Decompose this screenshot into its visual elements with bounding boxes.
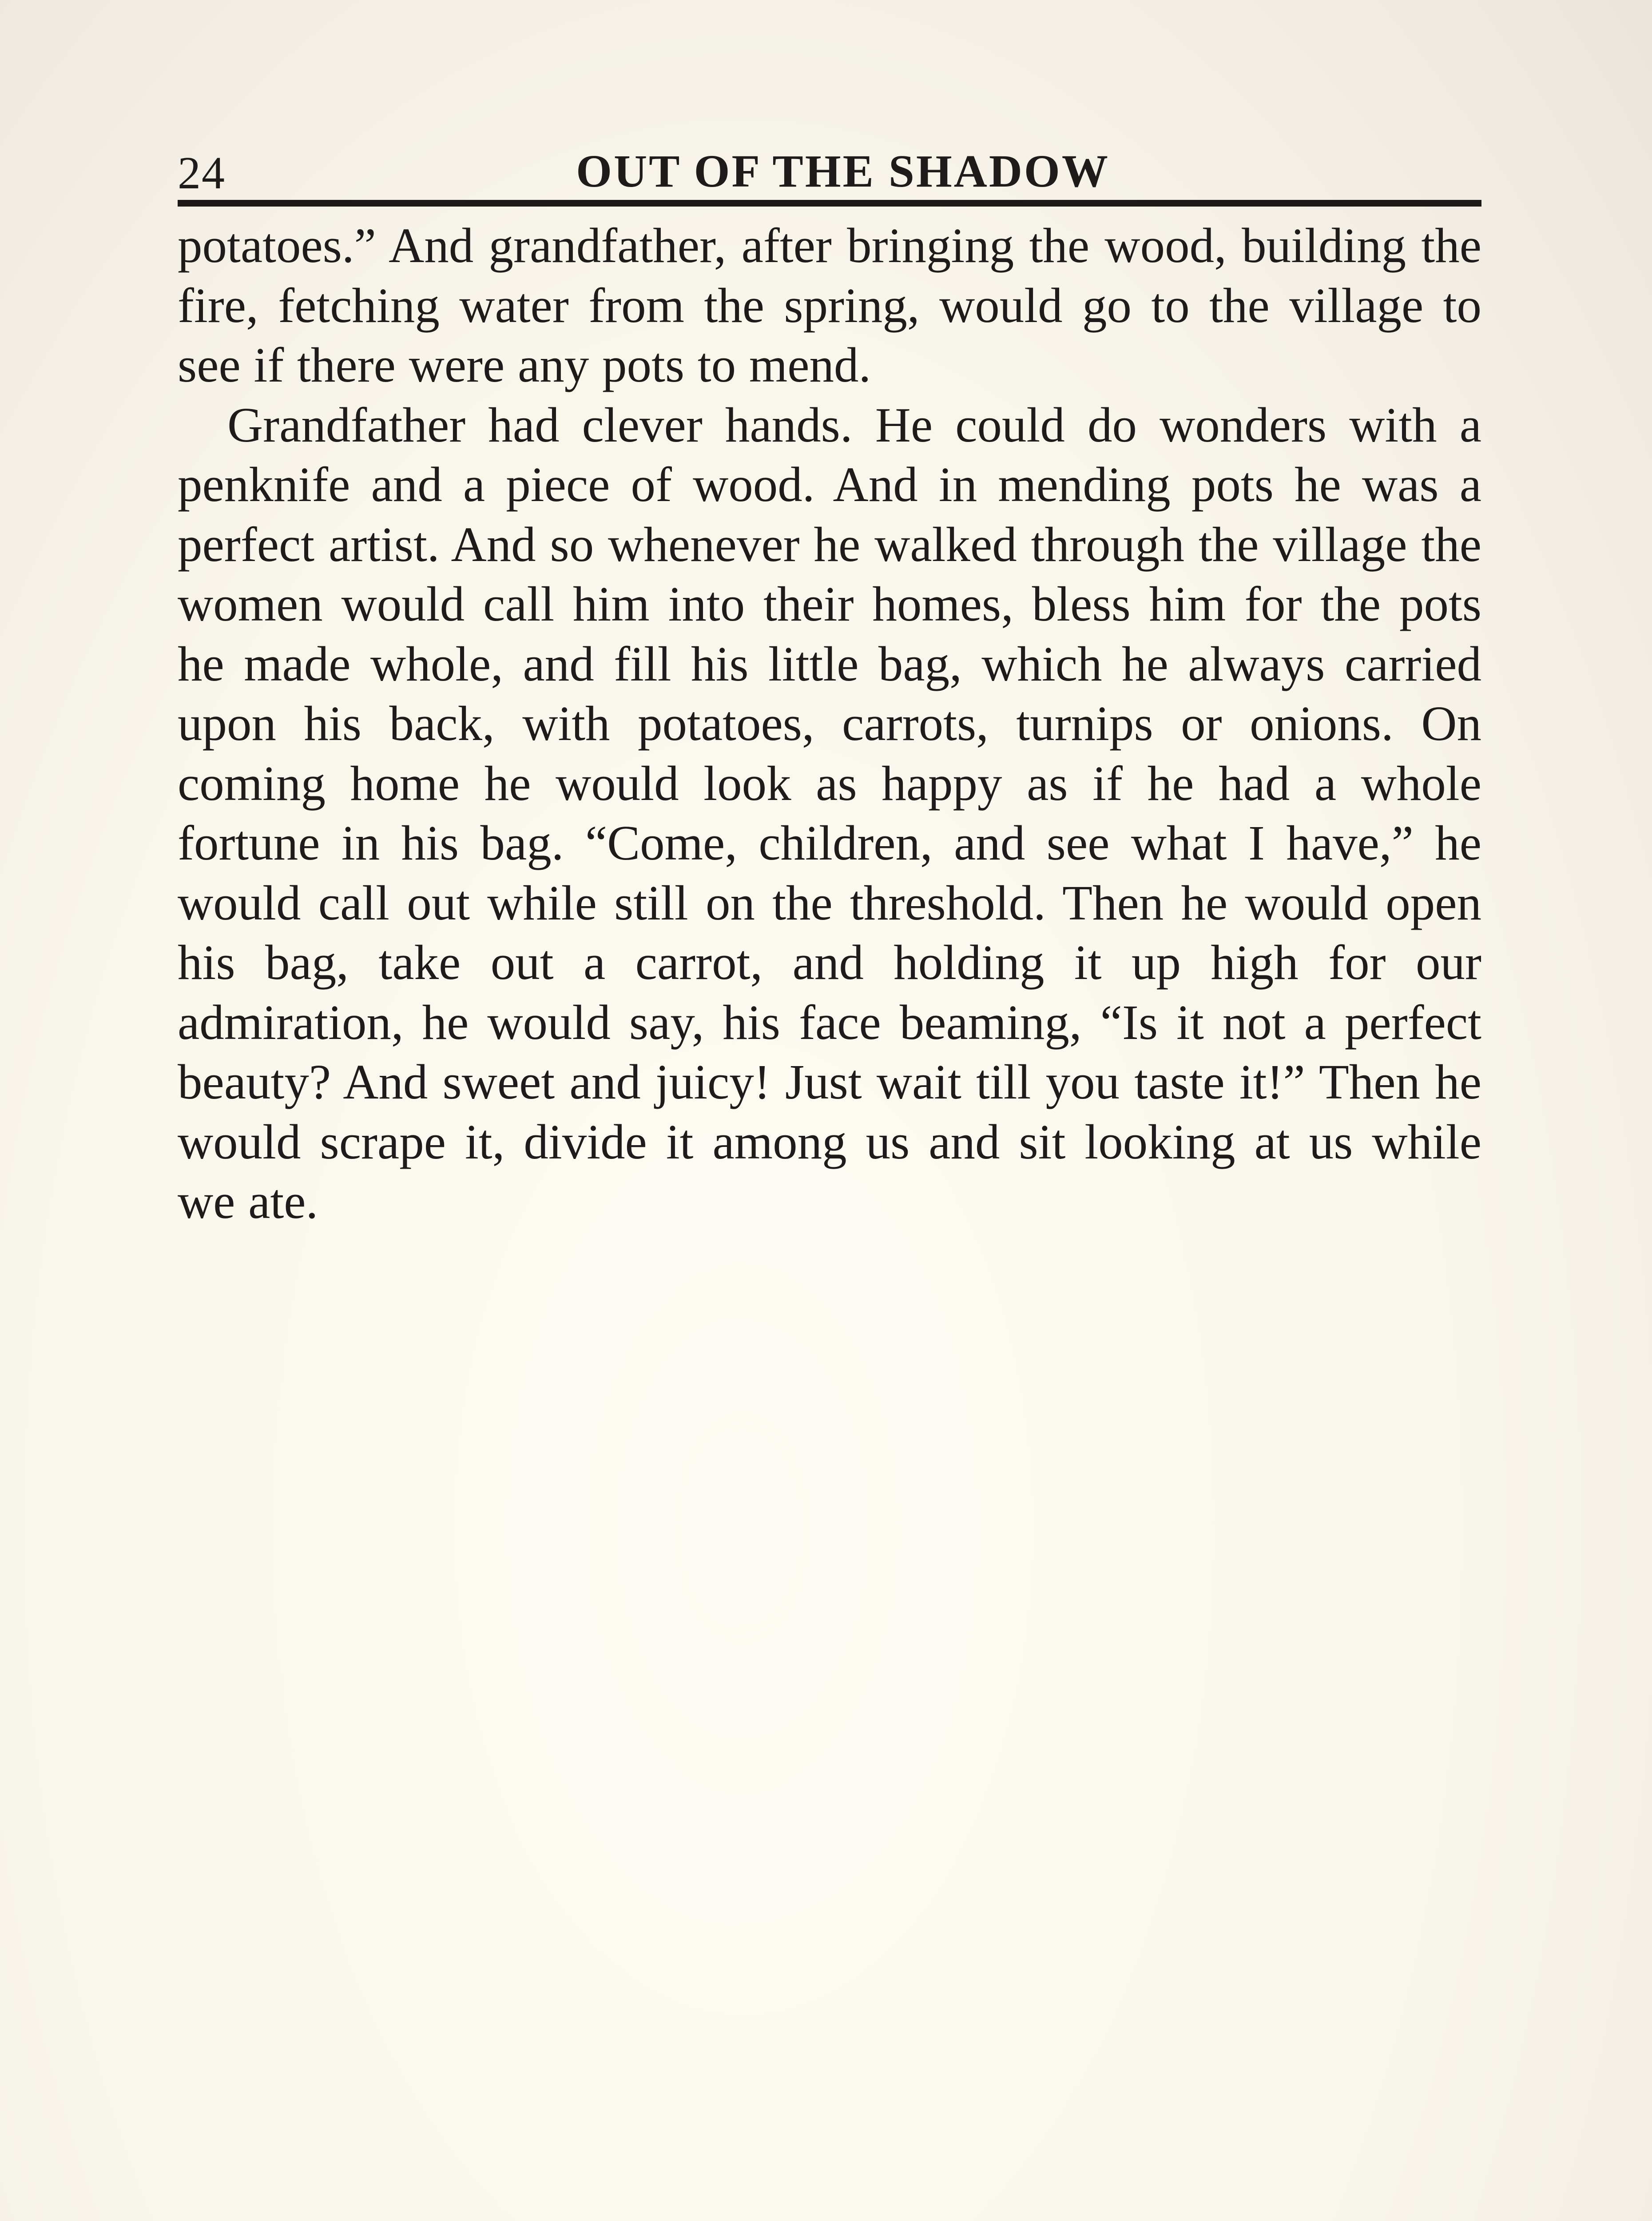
header-rule [178, 200, 1481, 207]
book-page [178, 133, 1481, 1232]
running-head [178, 133, 1481, 200]
page-number: 24 [178, 147, 226, 199]
running-title: OUT OF THE SHADOW [576, 146, 1110, 197]
paragraph-grandfather: Grandfather had clever hands. He could do wonders with a penknife and a piece of wood. And in mending pots he was a perfect artist. And so whenever he walked through the village the women would call him into their homes, bless him for the pots he made whole, and fill his little bag, which he always carried upon his back, with potatoes, carrots, turnips or onions. On coming home he would look as happy as if he had a whole fortune in his bag. “Come, children, and see what I have,” he would call out while still on the threshold. Then he would open his bag, take out a carrot, and holding it up high for our admiration, he would say, his face beaming, “Is it not a perfect beauty? And sweet and juicy! Just wait till you taste it!” Then he would scrape it, divide it among us and sit looking at us while we ate. [178, 398, 1481, 1229]
paragraph-continued: potatoes.” And grandfather, after bringing the wood, building the fire, fetching water from the spring, would go to the village to see if there were any pots to mend. [178, 219, 1481, 393]
body-text [178, 216, 1481, 1232]
